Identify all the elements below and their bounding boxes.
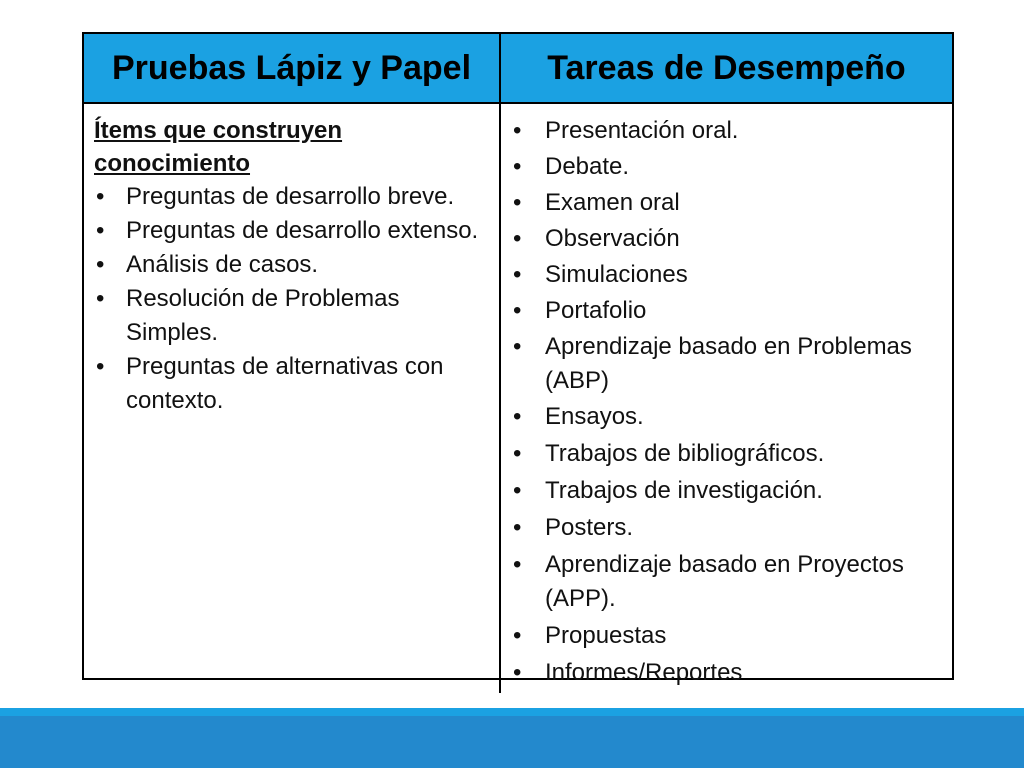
bullet-icon: • xyxy=(513,153,522,180)
bullet-icon: • xyxy=(513,551,522,578)
bullet-icon: • xyxy=(513,440,522,467)
list-item xyxy=(511,222,942,256)
header-pruebas-lapiz-papel: Pruebas Lápiz y Papel xyxy=(84,34,501,104)
list-item-text: Posters. xyxy=(545,514,634,541)
list-item xyxy=(94,248,489,282)
list-item xyxy=(511,150,942,184)
list-item-text: Preguntas de desarrollo extenso. xyxy=(126,217,479,244)
comparison-table xyxy=(82,32,954,686)
list-item xyxy=(511,330,942,398)
list-item xyxy=(511,258,942,292)
list-item xyxy=(511,294,942,328)
bullet-icon: • xyxy=(513,261,522,288)
bullet-icon: • xyxy=(96,285,105,312)
footer-stripe xyxy=(0,708,1024,716)
list-item-text: Informes/Reportes xyxy=(545,659,743,686)
list-item xyxy=(94,180,489,214)
bullet-icon: • xyxy=(513,333,522,360)
list-item xyxy=(94,350,489,418)
list-item-text: Propuestas xyxy=(545,622,667,649)
list-item xyxy=(511,474,942,508)
bullet-icon: • xyxy=(96,217,105,244)
list-item xyxy=(511,619,942,653)
bullet-icon: • xyxy=(513,622,522,649)
bullet-icon: • xyxy=(513,117,522,144)
header-tareas-desempeno: Tareas de Desempeño xyxy=(501,34,952,104)
list-item-text: Aprendizaje basado en Proyectos (APP). xyxy=(545,551,904,612)
list-item xyxy=(94,214,489,248)
bullet-icon: • xyxy=(513,297,522,324)
list-item-text: Examen oral xyxy=(545,189,680,216)
right-column-cell xyxy=(501,104,952,693)
bullet-icon: • xyxy=(513,514,522,541)
list-item-text: Simulaciones xyxy=(545,261,688,288)
list-item xyxy=(511,656,942,690)
list-item-text: Resolución de Problemas Simples. xyxy=(126,285,400,346)
list-item xyxy=(94,282,489,350)
list-item xyxy=(511,437,942,471)
list-item-text: Portafolio xyxy=(545,297,647,324)
list-item-text: Análisis de casos. xyxy=(126,251,319,278)
list-item-text: Presentación oral. xyxy=(545,117,739,144)
left-subheading: Ítems que construyen conocimiento xyxy=(94,117,343,177)
bullet-icon: • xyxy=(513,189,522,216)
left-item-list xyxy=(94,180,489,418)
bullet-icon: • xyxy=(96,183,105,210)
list-item-text: Preguntas de alternativas con contexto. xyxy=(126,353,444,414)
list-item-text: Preguntas de desarrollo breve. xyxy=(126,183,455,210)
list-item-text: Observación xyxy=(545,225,680,252)
bullet-icon: • xyxy=(513,403,522,430)
bullet-icon: • xyxy=(96,251,105,278)
bullet-icon: • xyxy=(513,477,522,504)
list-item xyxy=(511,114,942,148)
footer-bar xyxy=(0,708,1024,768)
right-item-list xyxy=(511,114,942,690)
bullet-icon: • xyxy=(513,659,522,686)
list-item xyxy=(511,400,942,434)
bullet-icon: • xyxy=(513,225,522,252)
bullet-icon: • xyxy=(96,353,105,380)
list-item-text: Aprendizaje basado en Problemas (ABP) xyxy=(545,333,912,394)
list-item xyxy=(511,186,942,220)
list-item xyxy=(511,548,942,616)
list-item-text: Trabajos de bibliográficos. xyxy=(545,440,825,467)
list-item xyxy=(511,511,942,545)
list-item-text: Ensayos. xyxy=(545,403,644,430)
list-item-text: Debate. xyxy=(545,153,630,180)
left-column-cell xyxy=(84,104,501,693)
list-item-text: Trabajos de investigación. xyxy=(545,477,823,504)
